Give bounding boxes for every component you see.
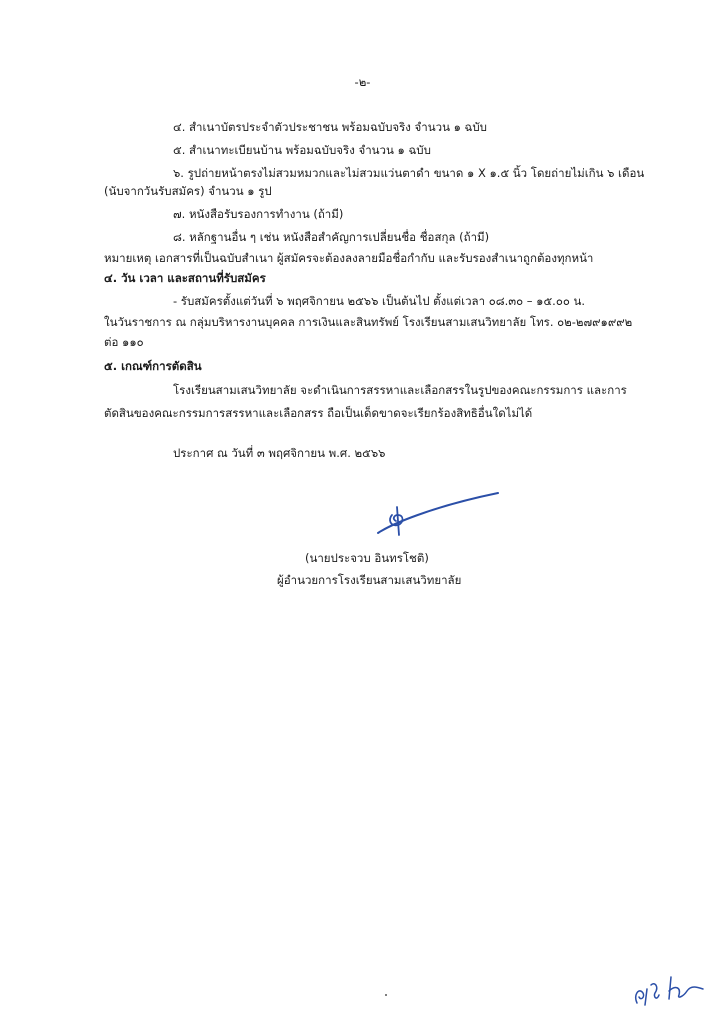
documents-note: หมายเหตุ เอกสารที่เป็นฉบับสำเนา ผู้สมัครจะต้องลงลายมือชื่อกำกับ และรับรองสำเนาถูกต้องทุกหน้า — [104, 251, 594, 265]
signature-image — [370, 485, 505, 540]
handwritten-initials — [625, 965, 715, 1010]
announcement-date: ประกาศ ณ วันที่ ๓ พฤศจิกายน พ.ศ. ๒๕๖๖ — [173, 446, 386, 460]
signer-name: (นายประจวบ อินทรโชติ) — [305, 551, 429, 565]
page-number: -๒- — [354, 75, 371, 89]
document-item-6-line-2: (นับจากวันรับสมัคร) จำนวน ๑ รูป — [104, 184, 272, 198]
section-4-line-1: - รับสมัครตั้งแต่วันที่ ๖ พฤศจิกายน ๒๕๖๖ เป็นต้นไป ตั้งแต่เวลา ๐๘.๓๐ – ๑๕.๐๐ น. — [173, 294, 586, 308]
section-5-heading: ๕. เกณฑ์การตัดสิน — [104, 359, 202, 373]
section-5-line-2: ตัดสินของคณะกรรมการสรรหาและเลือกสรร ถือเป็นเด็ดขาดจะเรียกร้องสิทธิอื่นใดไม่ได้ — [104, 406, 533, 420]
document-item-8: ๘. หลักฐานอื่น ๆ เช่น หนังสือสำคัญการเปลี่ยนชื่อ ชื่อสกุล (ถ้ามี) — [173, 230, 490, 244]
section-4-line-2: ในวันราชการ ณ กลุ่มบริหารงานบุคคล การเงินและสินทรัพย์ โรงเรียนสามเสนวิทยาลัย โทร. ๐๒-๒๗๙๑๙๙๒ — [104, 315, 633, 329]
section-4-line-3: ต่อ ๑๑๐ — [104, 335, 144, 349]
document-item-7: ๗. หนังสือรับรองการทำงาน (ถ้ามี) — [173, 207, 344, 221]
section-4-heading: ๔. วัน เวลา และสถานที่รับสมัคร — [104, 271, 266, 285]
document-item-4: ๔. สำเนาบัตรประจำตัวประชาชน พร้อมฉบับจริง จำนวน ๑ ฉบับ — [173, 120, 487, 134]
page-speck — [385, 994, 387, 996]
section-5-line-1: โรงเรียนสามเสนวิทยาลัย จะดำเนินการสรรหาและเลือกสรรในรูปของคณะกรรมการ และการ — [173, 383, 627, 397]
document-item-5: ๕. สำเนาทะเบียนบ้าน พร้อมฉบับจริง จำนวน ๑ ฉบับ — [173, 143, 431, 157]
signer-position: ผู้อำนวยการโรงเรียนสามเสนวิทยาลัย — [277, 573, 462, 587]
document-item-6-line-1: ๖. รูปถ่ายหน้าตรงไม่สวมหมวกและไม่สวมแว่นตาดำ ขนาด ๑ X ๑.๕ นิ้ว โดยถ่ายไม่เกิน ๖ เดือน — [173, 166, 645, 180]
